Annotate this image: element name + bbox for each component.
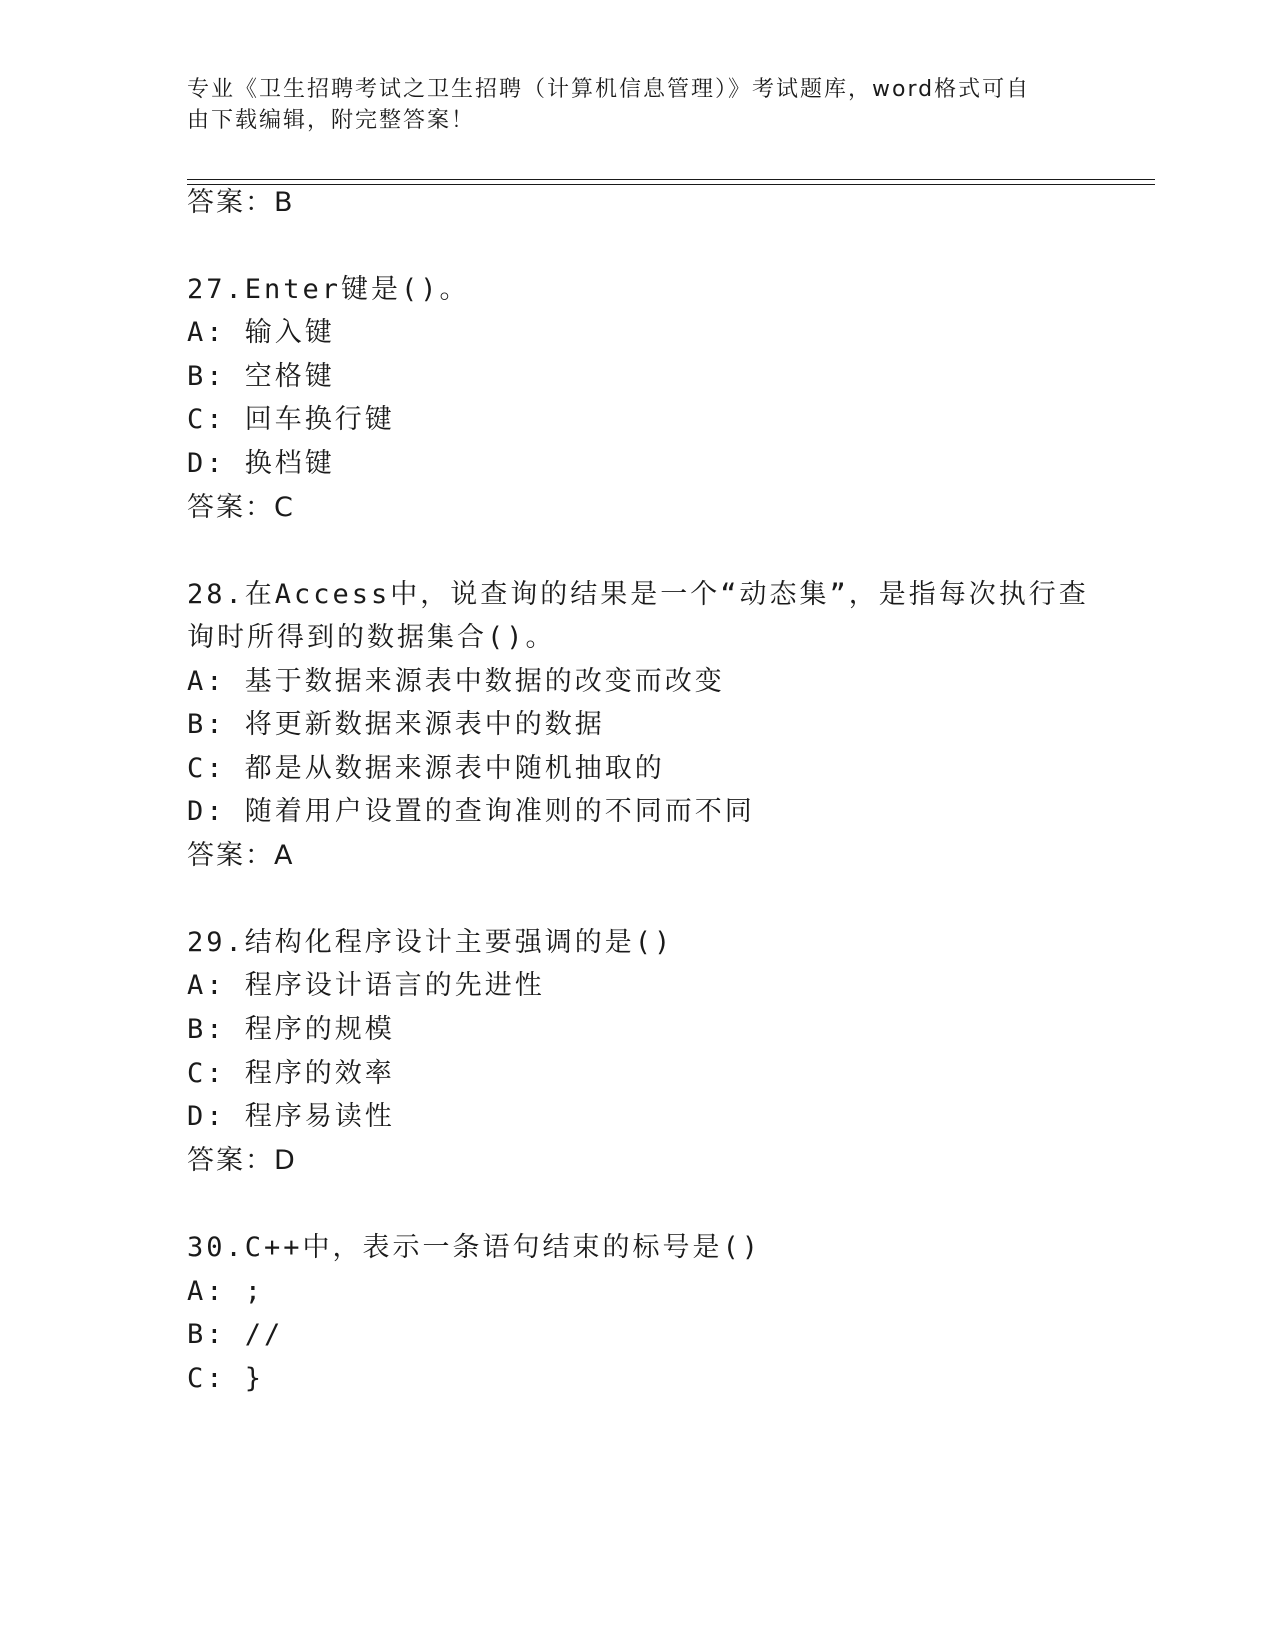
option-b: B: 程序的规模 bbox=[187, 1014, 395, 1045]
option-c: C: 回车换行键 bbox=[187, 404, 395, 435]
option-d: D: 随着用户设置的查询准则的不同而不同 bbox=[187, 796, 755, 827]
option-a: A: ; bbox=[187, 1276, 265, 1307]
header-line-2: 由下载编辑，附完整答案！ bbox=[187, 108, 476, 133]
question-stem: 28.在Access中，说查询的结果是一个“动态集”，是指每次执行查 bbox=[187, 579, 1089, 610]
document-header bbox=[187, 74, 1067, 136]
answer-line: 答案：D bbox=[187, 1145, 297, 1176]
option-a: A: 程序设计语言的先进性 bbox=[187, 970, 545, 1001]
header-divider-bottom bbox=[187, 184, 1155, 185]
header-line-1: 专业《卫生招聘考试之卫生招聘（计算机信息管理）》考试题库，word格式可自 bbox=[187, 77, 1031, 102]
option-d: D: 程序易读性 bbox=[187, 1101, 395, 1132]
option-c: C: 程序的效率 bbox=[187, 1058, 395, 1089]
option-c: C: 都是从数据来源表中随机抽取的 bbox=[187, 753, 665, 784]
answer-line: 答案：B bbox=[187, 187, 295, 218]
question-stem: 27.Enter键是()。 bbox=[187, 274, 470, 305]
option-b: B: 将更新数据来源表中的数据 bbox=[187, 709, 605, 740]
question-stem: 30.C++中，表示一条语句结束的标号是() bbox=[187, 1232, 762, 1263]
option-a: A: 输入键 bbox=[187, 317, 335, 348]
header-divider-top bbox=[187, 179, 1155, 180]
option-d: D: 换档键 bbox=[187, 448, 335, 479]
option-c: C: } bbox=[187, 1363, 265, 1394]
option-a: A: 基于数据来源表中数据的改变而改变 bbox=[187, 666, 725, 697]
option-b: B: 空格键 bbox=[187, 361, 335, 392]
answer-line: 答案：C bbox=[187, 492, 295, 523]
question-stem-continued: 询时所得到的数据集合()。 bbox=[187, 622, 556, 653]
question-stem: 29.结构化程序设计主要强调的是() bbox=[187, 927, 674, 958]
answer-line: 答案：A bbox=[187, 840, 295, 871]
option-b: B: // bbox=[187, 1319, 284, 1350]
